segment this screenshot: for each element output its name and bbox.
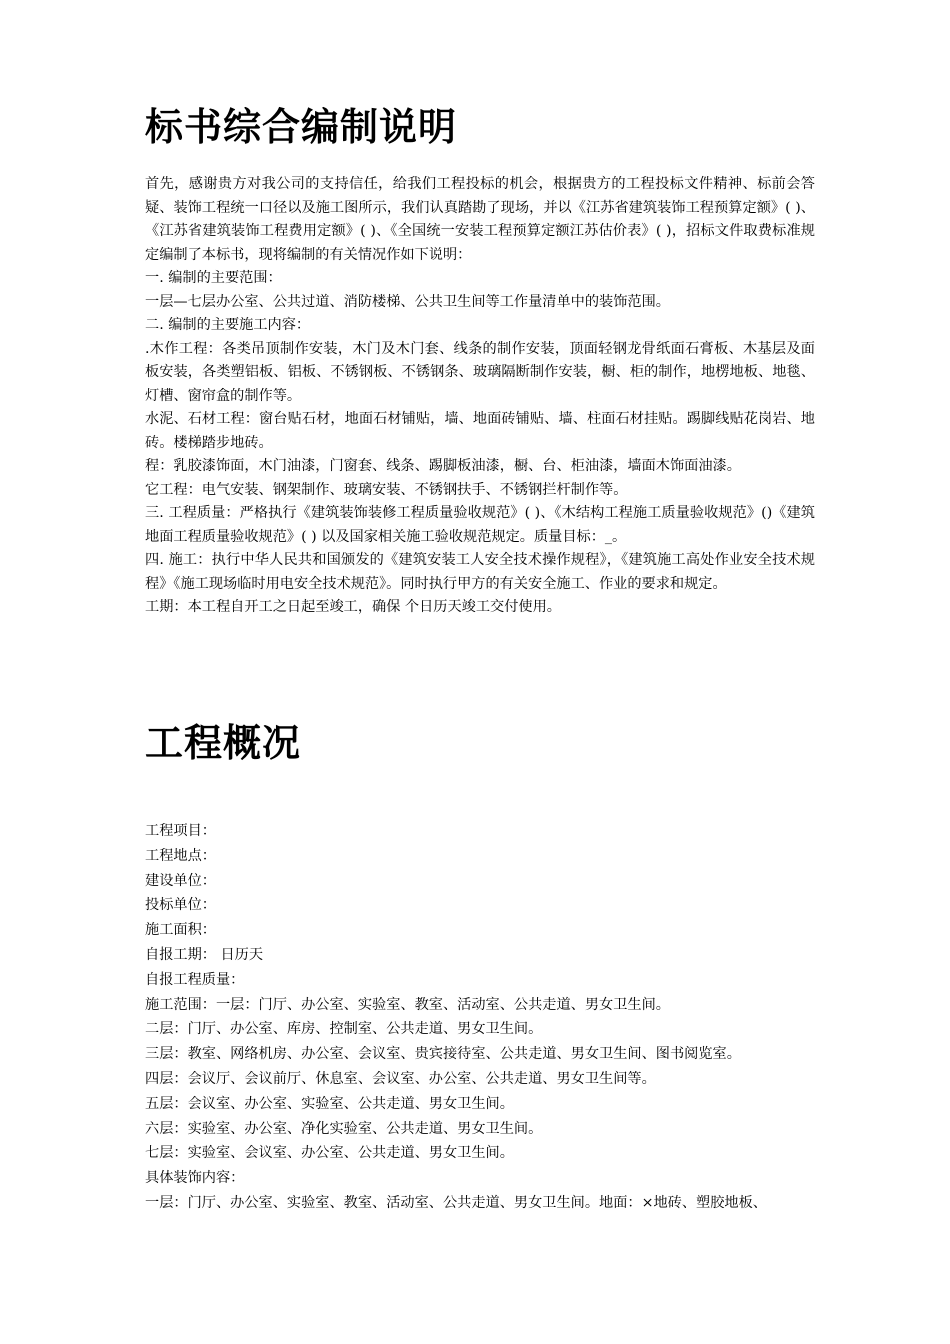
overview-line: 一层：门厅、办公室、实验室、教室、活动室、公共走道、男女卫生间。地面：×地砖、塑胶地板、 xyxy=(145,1194,767,1211)
overview-line: 投标单位： xyxy=(145,897,216,914)
paragraph: 程：乳胶漆饰面，木门油漆，门窗套、线条、踢脚板油漆，橱、台、柜油漆，墙面木饰面油漆。 xyxy=(145,458,741,474)
overview-line: 施工面积： xyxy=(145,922,216,939)
overview-line: 三层：教室、网络机房、办公室、会议室、贵宾接待室、公共走道、男女卫生间、图书阅览室。 xyxy=(145,1046,741,1063)
overview-line: 七层：实验室、会议室、办公室、公共走道、男女卫生间。 xyxy=(145,1145,514,1162)
paragraph: 工期：本工程自开工之日起至竣工，确保 个日历天竣工交付使用。 xyxy=(145,599,561,615)
overview-line: 施工范围：一层：门厅、办公室、实验室、教室、活动室、公共走道、男女卫生间。 xyxy=(145,996,670,1013)
overview-line: 四层：会议厅、会议前厅、休息室、会议室、办公室、公共走道、男女卫生间等。 xyxy=(145,1070,656,1087)
paragraph: 四. 施工：执行中华人民共和国颁发的《建筑安装工人安全技术操作规程》，《建筑施工高处作业安全技术规程》《施工现场临时用电安全技术规范》。同时执行甲方的有关安全施工、作业的要求和规定。 xyxy=(145,552,815,592)
section-title-bid-notes: 标书综合编制说明 xyxy=(145,104,458,149)
overview-line: 自报工程质量： xyxy=(145,971,245,988)
overview-line: 六层：实验室、办公室、净化实验室、公共走道、男女卫生间。 xyxy=(145,1120,543,1137)
overview-line: 二层：门厅、办公室、库房、控制室、公共走道、男女卫生间。 xyxy=(145,1021,543,1038)
paragraph: 首先，感谢贵方对我公司的支持信任，给我们工程投标的机会，根据贵方的工程投标文件精神、标前会答疑、装饰工程统一口径以及施工图所示，我们认真踏勘了现场，并以《江苏省建筑装饰工程预算定额》( )、《江苏省建筑装饰工程费用定额》( )、《全国统一安装工程预算定额江苏估价表》( )，招标文件取费标准规定编制了本标书，现将编制的有关情况作如下说明： xyxy=(145,176,815,263)
overview-line: 五层：会议室、办公室、实验室、公共走道、男女卫生间。 xyxy=(145,1095,514,1112)
paragraph: .木作工程：各类吊顶制作安装，木门及木门套、线条的制作安装，顶面轻钢龙骨纸面石膏板、木基层及面板安装，各类塑铝板、铝板、不锈钢板、不锈钢条、玻璃隔断制作安装，橱、柜的制作，地楞地板、地毯、灯槽、窗帘盒的制作等。 xyxy=(145,340,815,404)
overview-line: 建设单位： xyxy=(145,872,216,889)
paragraph: 一. 编制的主要范围： xyxy=(145,270,282,286)
section-body-project-overview xyxy=(145,819,815,1216)
overview-line: 具体装饰内容： xyxy=(145,1170,245,1187)
section-body-bid-notes xyxy=(145,173,815,620)
section-title-project-overview: 工程概况 xyxy=(145,720,302,765)
paragraph: 一层—七层办公室、公共过道、消防楼梯、公共卫生间等工作量清单中的装饰范围。 xyxy=(145,293,670,310)
paragraph: 它工程：电气安装、钢架制作、玻璃安装、不锈钢扶手、不锈钢拦杆制作等。 xyxy=(145,481,628,498)
paragraph: 二. 编制的主要施工内容： xyxy=(145,317,311,333)
overview-line: 工程地点： xyxy=(145,847,216,864)
paragraph: 水泥、石材工程：窗台贴石材，地面石材铺贴，墙、地面砖铺贴、墙、柱面石材挂贴。踢脚线贴花岗岩、地砖。楼梯踏步地砖。 xyxy=(145,411,815,451)
overview-line: 工程项目： xyxy=(145,823,216,839)
paragraph: 三. 工程质量：严格执行《建筑装饰装修工程质量验收规范》( )、《木结构工程施工质量验收规范》()《建筑地面工程质量验收规范》( ) 以及国家相关施工验收规范规定。质量目标：_。 xyxy=(145,505,815,545)
overview-line: 自报工期： 日历天 xyxy=(145,946,264,963)
